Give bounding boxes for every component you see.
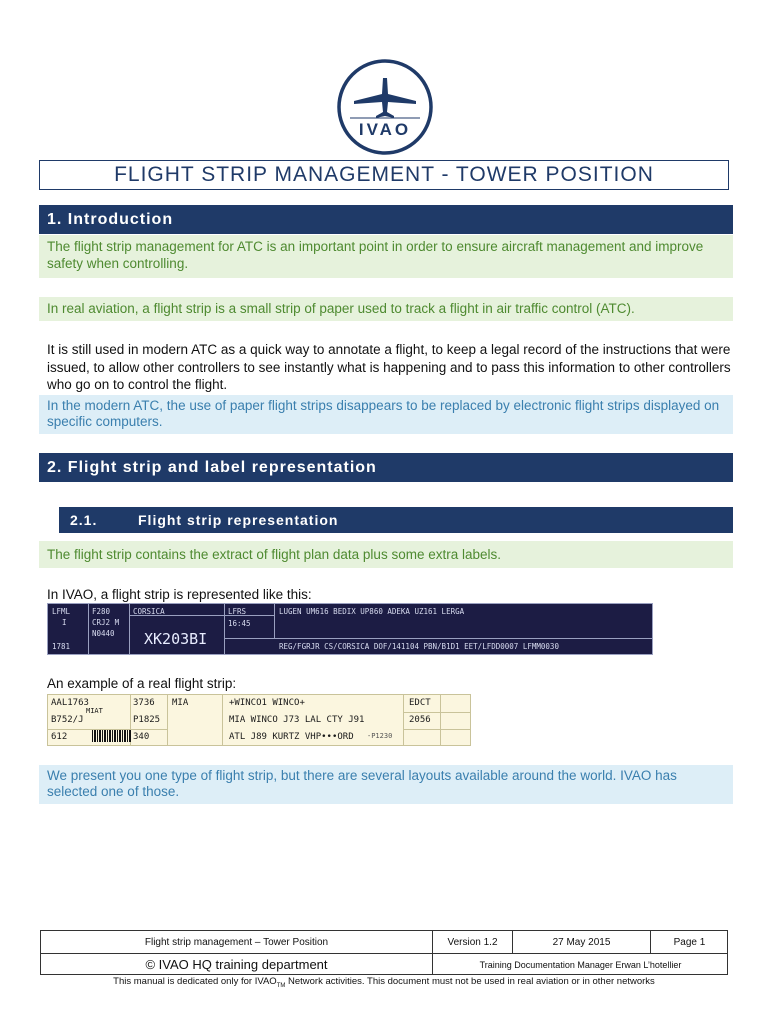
intro-paragraph-3: It is still used in modern ATC as a quick way to annotate a flight, to keep a legal record of the instructions that were issued, to allow other controllers to see instantly what is happening and to pass this information to other controllers who go on to control the flight. xyxy=(47,342,731,392)
paper-col-line xyxy=(222,695,223,745)
paper-altitude: 340 xyxy=(133,732,150,742)
strip-seq: 1781 xyxy=(52,642,71,651)
section-heading-introduction: 1. Introduction xyxy=(39,205,733,234)
paper-row-line xyxy=(403,729,470,730)
paper-fix: +WINCO1 WINCO+ xyxy=(229,698,305,708)
paper-edct-time: 2056 xyxy=(409,715,431,725)
footer-date: 27 May 2015 xyxy=(513,931,651,953)
intro-paragraph-4: In the modern ATC, the use of paper flight strips disappears to be replaced by electronic flight strips displayed on specific computers. xyxy=(39,395,733,434)
paper-handwritten: MIAT xyxy=(86,707,103,715)
strip-line xyxy=(225,638,652,639)
strip-squawk: N0440 xyxy=(92,629,115,638)
strip-level: F280 xyxy=(92,607,111,616)
strip-rules: I xyxy=(62,618,67,627)
strip-remarks: REG/FGRJR CS/CORSICA DOF/141104 PBN/B1D1 EET/LFDD0007 LFMM0030 xyxy=(279,642,559,651)
paper-col-line xyxy=(440,695,441,745)
paper-route-1: MIA WINCO J73 LAL CTY J91 xyxy=(229,715,365,725)
disclaimer-part-b: Network activities. This document must not be used in real aviation or in other networks xyxy=(285,976,655,987)
ivao-logo xyxy=(336,58,434,156)
section-heading-flight-strip: 2. Flight strip and label representation xyxy=(39,453,733,482)
logo-text: IVAO xyxy=(358,120,412,139)
footer-page: Page 1 xyxy=(673,936,706,948)
strip-time: 16:45 xyxy=(228,619,251,628)
strip-callsign: XK203BI xyxy=(144,630,208,648)
strip-paragraph-2: In IVAO, a flight strip is represented like this: xyxy=(47,587,312,602)
subsection-title: Flight strip representation xyxy=(138,512,339,528)
paper-edct-label: EDCT xyxy=(409,698,431,708)
strip-type: CRJ2 M xyxy=(92,618,120,627)
paper-route-2: ATL J89 KURTZ VHP•••ORD xyxy=(229,732,354,742)
paper-proposed-time: P1825 xyxy=(133,715,161,725)
ivao-flight-strip xyxy=(47,603,653,655)
strip-paragraph-3: An example of a real flight strip: xyxy=(47,676,237,691)
barcode-icon xyxy=(92,730,132,742)
paper-flight-strip xyxy=(47,694,471,746)
paper-strike: -P1230 xyxy=(367,732,393,740)
strip-paragraph-1: The flight strip contains the extract of flight plan data plus some extra labels. xyxy=(39,541,733,568)
strip-arr: LFRS xyxy=(228,607,247,616)
footer-author: Training Documentation Manager Erwan L’hotellier xyxy=(433,953,728,975)
footer-version: Version 1.2 xyxy=(433,931,513,953)
disclaimer-part-a: This manual is dedicated only for IVAO xyxy=(113,976,277,987)
strip-paragraph-4: We present you one type of flight strip, but there are several layouts available around the world. IVAO has selected one of those. xyxy=(39,765,733,804)
footer-disclaimer xyxy=(40,976,728,989)
footer-doc-name: Flight strip management – Tower Position xyxy=(41,931,433,953)
paper-col-line xyxy=(403,695,404,745)
paper-row-line xyxy=(403,712,470,713)
paper-type: B752/J xyxy=(51,715,84,725)
subsection-number: 2.1. xyxy=(70,512,98,528)
paper-squawk: 3736 xyxy=(133,698,155,708)
strip-dep-name: CORSICA xyxy=(133,607,165,616)
paper-callsign: AAL1763 xyxy=(51,698,89,708)
footer-copyright: © IVAO HQ training department xyxy=(41,953,433,975)
subsection-heading xyxy=(59,507,733,533)
paper-dep: MIA xyxy=(172,698,189,708)
document-title: FLIGHT STRIP MANAGEMENT - TOWER POSITION xyxy=(39,160,729,190)
strip-route: LUGEN UM616 BEDIX UP860 ADEKA UZ161 LERGA xyxy=(279,607,465,616)
intro-paragraph-1: The flight strip management for ATC is an important point in order to ensure aircraft management and improve safety when controlling. xyxy=(39,235,733,278)
paper-col-line xyxy=(167,695,168,745)
trademark: TM xyxy=(276,982,286,989)
strip-dep: LFML xyxy=(52,607,71,616)
page-footer xyxy=(40,930,728,975)
paper-cid: 612 xyxy=(51,732,68,742)
intro-paragraph-2: In real aviation, a flight strip is a small strip of paper used to track a flight in air traffic control (ATC). xyxy=(39,297,733,321)
airplane-icon xyxy=(354,78,416,118)
